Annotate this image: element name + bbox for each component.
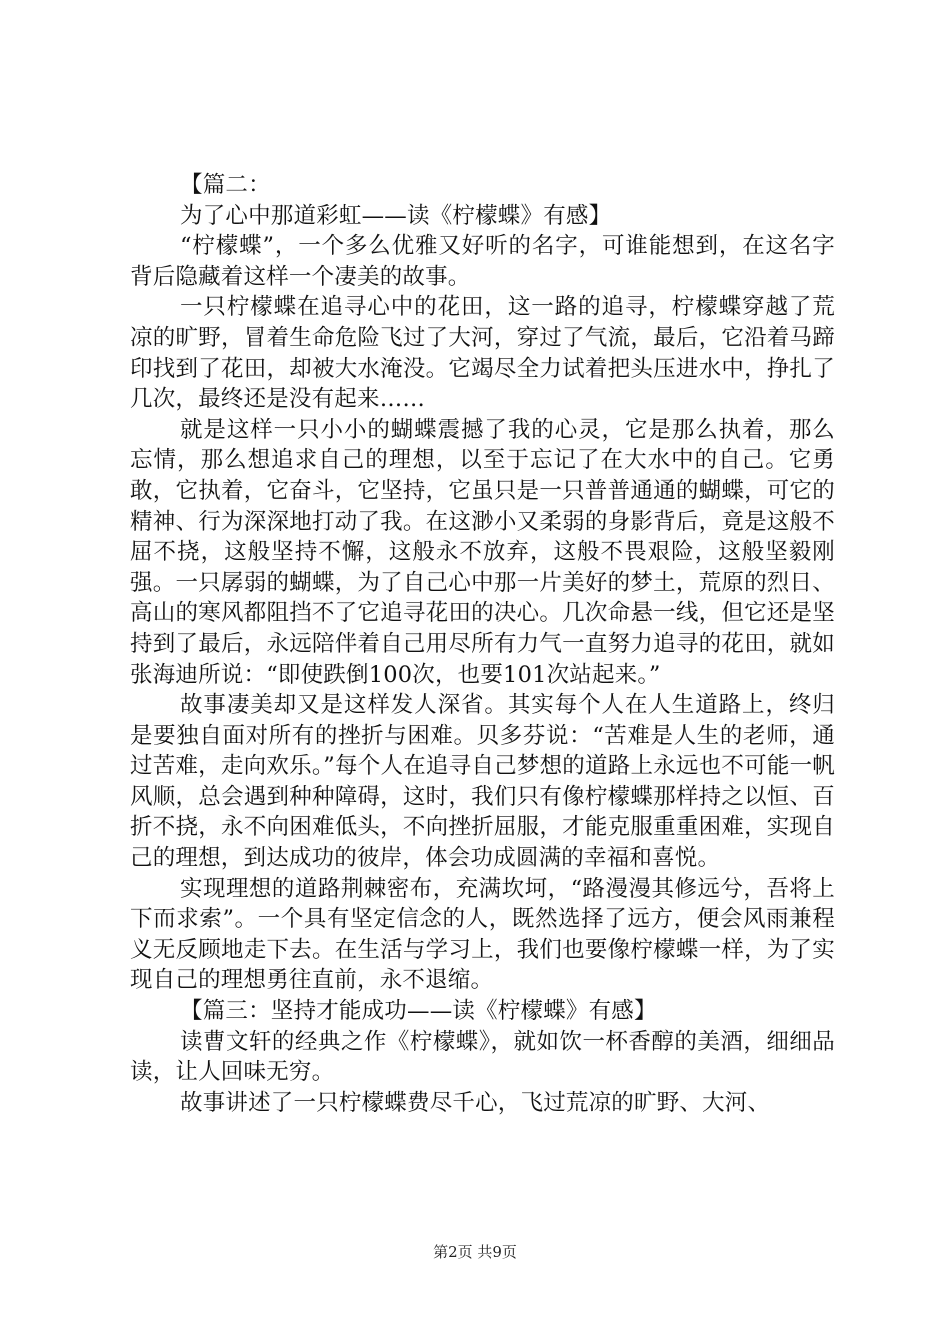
paragraph-ideal: 实现理想的道路荆棘密布，充满坎坷，“路漫漫其修远兮，吾将上下而求索”。一个具有坚定信念的人，既然选择了远方，便会风雨兼程义无反顾地走下去。在生活与学习上，我们也要像柠檬蝶一样，为了实现自己的理想勇往直前，永不退缩。 (130, 875, 835, 994)
paragraph-reflection: 就是这样一只小小的蝴蝶震撼了我的心灵，它是那么执着，那么忘情，那么想追求自己的理想，以至于忘记了在大水中的自己。它勇敢，它执着，它奋斗，它坚持，它虽只是一只普普通通的蝴蝶，可它的精神、行为深深地打动了我。在这渺小又柔弱的身影背后，竟是这般不屈不挠，这般坚持不懈，这般永不放弃，这般不畏艰险，这般坚毅刚强。一只孱弱的蝴蝶，为了自己心中那一片美好的梦土，荒原的烈日、高山的寒风都阻挡不了它追寻花田的决心。几次命悬一线，但它还是坚持到了最后，永远陪伴着自己用尽所有力气一直努力追寻的花田，就如张海迪所说：“即使跌倒100次，也要101次站起来。” (130, 416, 835, 688)
document-body (130, 170, 835, 1118)
paragraph-story: 一只柠檬蝶在追寻心中的花田，这一路的追寻，柠檬蝶穿越了荒凉的旷野，冒着生命危险飞过了大河，穿过了气流，最后，它沿着马蹄印找到了花田，却被大水淹没。它竭尽全力试着把头压进水中，挣扎了几次，最终还是没有起来…… (130, 294, 835, 413)
paragraph-lesson: 故事凄美却又是这样发人深省。其实每个人在人生道路上，终归是要独自面对所有的挫折与困难。贝多芬说：“苦难是人生的老师，通过苦难，走向欢乐。”每个人在追寻自己梦想的道路上永远也不可能一帆风顺，总会遇到种种障碍，这时，我们只有像柠檬蝶那样持之以恒、百折不挠，永不向困难低头，不向挫折屈服，才能克服重重困难，实现自己的理想，到达成功的彼岸，体会功成圆满的幸福和喜悦。 (130, 692, 835, 872)
paragraph-intro: “柠檬蝶”，一个多么优雅又好听的名字，可谁能想到，在这名字背后隐藏着这样一个凄美的故事。 (130, 233, 835, 290)
paragraph-summary: 故事讲述了一只柠檬蝶费尽千心，飞过荒凉的旷野、大河、 (180, 1089, 771, 1116)
section-heading-part-two: 【篇二： (180, 172, 271, 198)
section-heading-part-three: 【篇三：坚持才能成功——读《柠檬蝶》有感】 (180, 998, 657, 1025)
paragraph-reading: 读曹文轩的经典之作《柠檬蝶》，就如饮一杯香醇的美酒，细细品读，让人回味无穷。 (130, 1028, 835, 1086)
section-title-rainbow: 为了心中那道彩虹——读《柠檬蝶》有感】 (180, 202, 612, 229)
page-number-footer: 第2页 共9页 (433, 1243, 517, 1261)
